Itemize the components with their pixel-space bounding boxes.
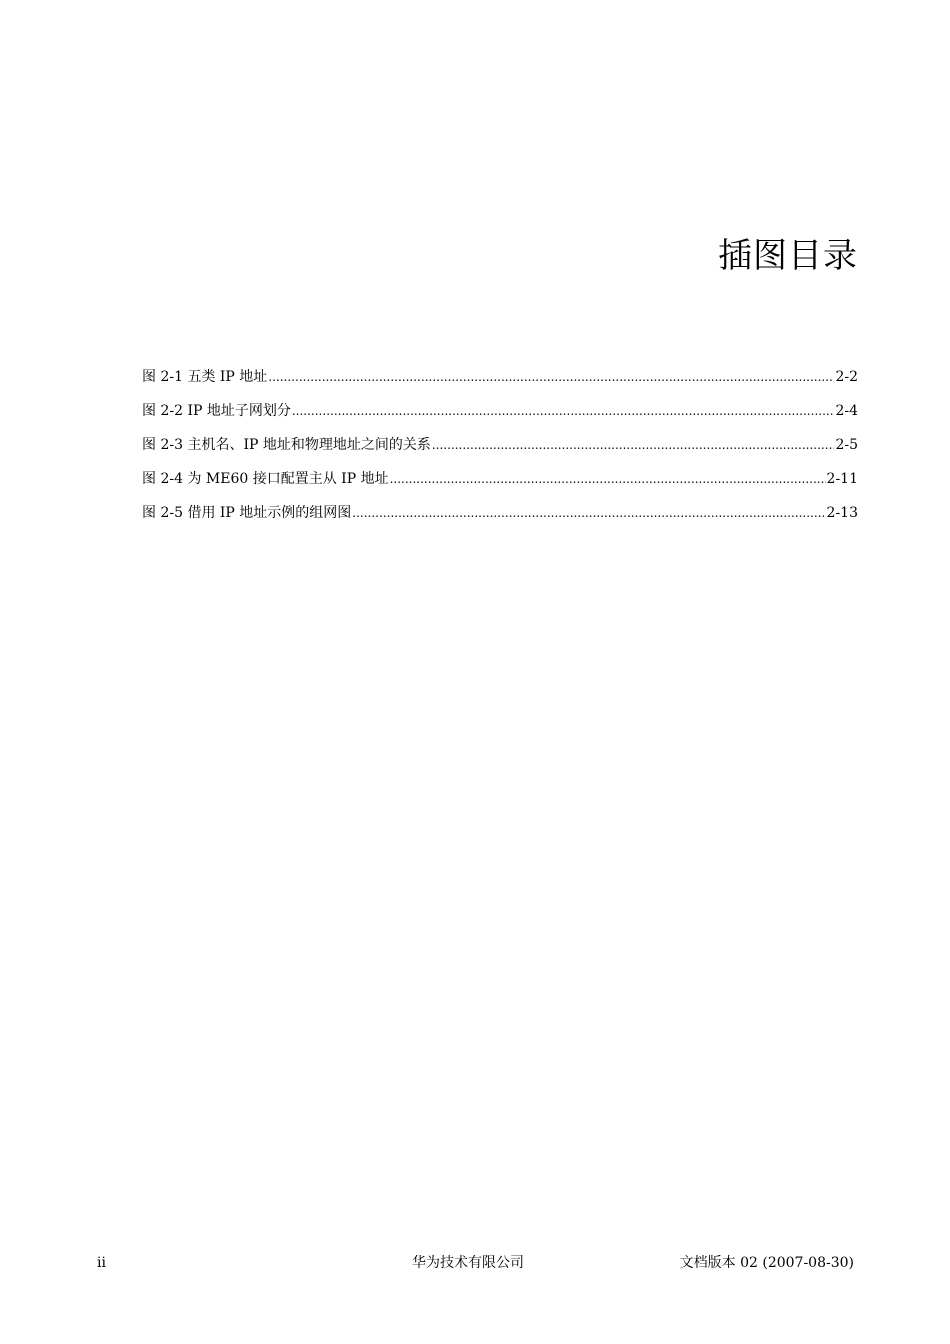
toc-entry-label: 图 2-2 IP 地址子网划分: [142, 403, 291, 419]
toc-leader-dots: [432, 434, 835, 456]
toc-leader-dots: [292, 400, 835, 422]
toc-entry[interactable]: [142, 434, 858, 456]
toc-leader-dots: [390, 468, 826, 490]
toc-entry-label: 图 2-4 为 ME60 接口配置主从 IP 地址: [142, 471, 389, 487]
toc-leader-dots: [268, 366, 834, 388]
toc-entry-page: 2-13: [826, 505, 858, 521]
toc-entry[interactable]: [142, 502, 858, 524]
toc-entry-label: 图 2-5 借用 IP 地址示例的组网图: [142, 505, 352, 521]
footer-company: 华为技术有限公司: [412, 1255, 524, 1271]
toc-entry-label: 图 2-3 主机名、IP 地址和物理地址之间的关系: [142, 437, 431, 453]
footer-version: 文档版本 02 (2007-08-30): [679, 1255, 854, 1271]
toc-entry-label: 图 2-1 五类 IP 地址: [142, 369, 268, 385]
toc-entry-page: 2-2: [835, 369, 858, 385]
figure-toc-list: [142, 366, 858, 536]
toc-entry[interactable]: [142, 468, 858, 490]
toc-entry-page: 2-11: [826, 471, 858, 487]
toc-entry-page: 2-4: [835, 403, 858, 419]
toc-entry[interactable]: [142, 400, 858, 422]
footer-page-number: ii: [97, 1255, 106, 1271]
page-footer: [0, 1252, 950, 1274]
page-title: 插图目录: [718, 236, 858, 276]
toc-entry[interactable]: [142, 366, 858, 388]
toc-entry-page: 2-5: [835, 437, 858, 453]
toc-leader-dots: [352, 502, 825, 524]
